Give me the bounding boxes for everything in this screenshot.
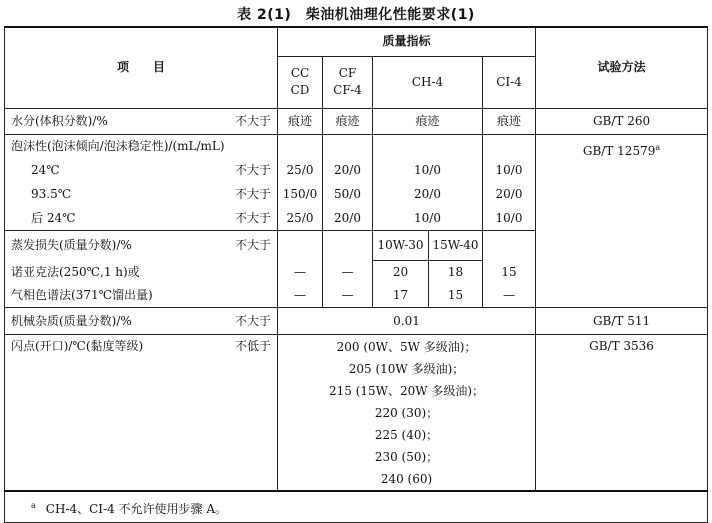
impurity-method: GB/T 511 (536, 308, 708, 335)
test-method-header: 试验方法 (536, 27, 708, 108)
flash-label-cell (5, 335, 278, 492)
grade-cd: CD (290, 83, 310, 97)
evap-value: 20 (392, 265, 409, 279)
foam-cc-cd (278, 158, 323, 231)
foam-method: GB/T 12579 (582, 143, 656, 158)
foam-value: 50/0 (334, 187, 361, 201)
quality-index-header: 质量指标 (278, 27, 536, 56)
oil-requirements-table (4, 26, 708, 523)
grade-cf: CF (338, 66, 357, 80)
impurity-label: 机械杂质(质量分数)/% (11, 313, 132, 328)
water-label-cell (5, 108, 278, 134)
water-method: GB/T 260 (536, 108, 708, 134)
grade-cc-cd-header (278, 56, 323, 108)
water-label: 水分(体积分数)/% (11, 113, 108, 128)
foam-value: 150/0 (282, 187, 318, 201)
foam-sub-condition: 不大于 (234, 211, 271, 225)
foam-sub-label: 93.5℃ (31, 187, 72, 201)
impurity-value: 0.01 (278, 308, 536, 335)
impurity-label-cell (5, 308, 278, 335)
foam-value: 20/0 (495, 187, 523, 201)
foam-value: 20/0 (334, 163, 361, 177)
foam-sub-condition: 不大于 (234, 187, 271, 201)
water-cf: 痕迹 (323, 108, 373, 134)
flash-values (278, 335, 536, 492)
grade-cf-header (323, 56, 373, 108)
evap-ch4-10w30: 10W-30 (373, 231, 429, 261)
footnote (5, 491, 708, 523)
foam-label: 泡沫性(泡沫倾向/泡沫稳定性)/(mL/mL) (5, 134, 278, 158)
evap-value: — (294, 287, 306, 302)
table-title: 表 2(1) 柴油机油理化性能要求(1) (237, 7, 475, 23)
evap-ch4-15w40: 15W-40 (429, 231, 483, 261)
foam-value: 10/0 (414, 211, 441, 225)
foam-value: 10/0 (414, 163, 441, 177)
foam-value: 10/0 (495, 211, 523, 225)
foam-value: 25/0 (286, 211, 314, 225)
foam-method-cell (536, 134, 708, 308)
flash-label: 闪点(开口)/℃(黏度等级) (11, 339, 144, 353)
impurity-condition: 不大于 (234, 313, 271, 328)
flash-method: GB/T 3536 (536, 335, 708, 492)
flash-value: 240 (60) (380, 472, 433, 486)
foam-method-note: a (655, 142, 661, 152)
flash-value: 230 (50)； (374, 450, 439, 464)
flash-condition: 不低于 (234, 339, 271, 353)
evap-value: — (503, 287, 516, 302)
evap-value: — (341, 264, 354, 279)
evap-value: — (341, 287, 354, 302)
flash-value: 200 (0W、5W 多级油)； (336, 340, 477, 354)
evap-ch4-a (373, 261, 429, 308)
foam-value: 10/0 (495, 163, 523, 177)
foam-value: 20/0 (414, 187, 441, 201)
evap-cc-cd (278, 261, 323, 308)
water-ch4: 痕迹 (373, 108, 483, 134)
evap-ci4 (483, 261, 536, 308)
footnote-mark: a (31, 500, 36, 510)
evap-sub-labels (5, 261, 278, 308)
foam-sub-labels (5, 158, 278, 231)
grade-ci4-header: CI-4 (483, 56, 536, 108)
water-ci4: 痕迹 (483, 108, 536, 134)
water-cc-cd: 痕迹 (278, 108, 323, 134)
grade-cc: CC (290, 66, 310, 80)
water-condition: 不大于 (234, 113, 271, 128)
evap-value: — (294, 264, 306, 279)
foam-sub-label: 24℃ (31, 163, 60, 177)
evap-sub-label: 气相色谱法(371℃馏出量) (11, 287, 153, 302)
foam-sub-label: 后 24℃ (31, 211, 76, 225)
evap-sub-label: 诺亚克法(250℃,1 h)或 (11, 264, 140, 279)
evap-value: 18 (447, 265, 464, 279)
flash-value: 205 (10W 多级油)； (348, 362, 465, 376)
flash-value: 220 (30)； (374, 406, 439, 420)
foam-ch4 (373, 158, 483, 231)
footnote-text: CH-4、CI-4 不允许使用步骤 A。 (45, 501, 228, 516)
evap-cf (323, 261, 373, 308)
evap-value: 15 (501, 264, 517, 279)
foam-value: 25/0 (286, 163, 314, 177)
flash-value: 215 (15W、20W 多级油)； (328, 384, 485, 398)
evap-value: 15 (447, 288, 464, 302)
grade-cf4: CF-4 (333, 83, 362, 97)
evap-label: 蒸发损失(质量分数)/% (11, 238, 132, 253)
evap-condition: 不大于 (234, 238, 271, 253)
grade-ch4-header: CH-4 (373, 56, 483, 108)
evap-value: 17 (392, 288, 409, 302)
flash-value: 225 (40)； (374, 428, 439, 442)
foam-ci4 (483, 158, 536, 231)
foam-value: 20/0 (334, 211, 361, 225)
foam-cf (323, 158, 373, 231)
foam-sub-condition: 不大于 (234, 163, 271, 177)
item-header: 项 目 (5, 27, 278, 108)
evap-ch4-b (429, 261, 483, 308)
evap-label-cell (5, 231, 278, 261)
